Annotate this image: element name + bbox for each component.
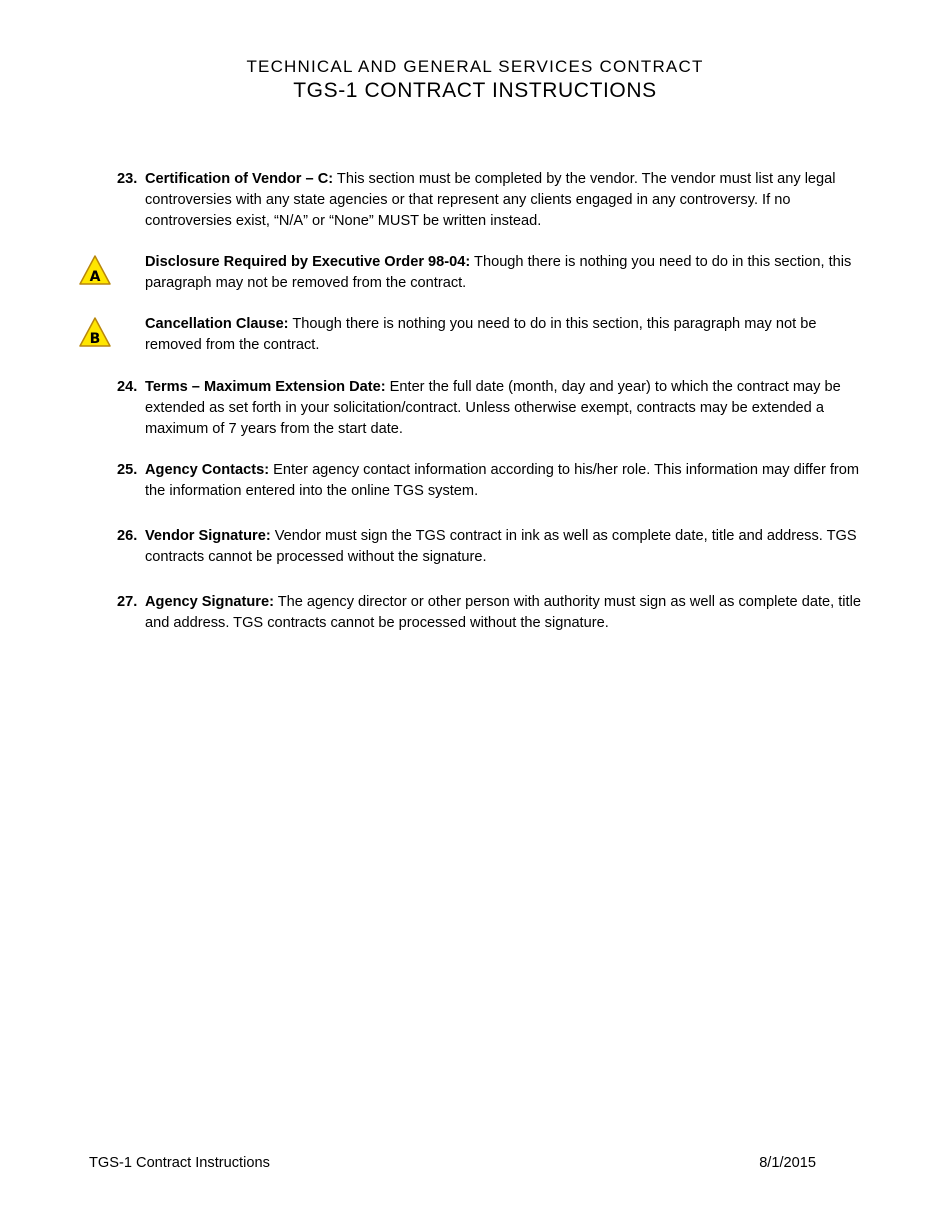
item-text: Though there is nothing you need to do in this section, this paragraph may not be removed from the contract. [145, 316, 817, 353]
item-heading: Disclosure Required by Executive Order 98-04: [145, 254, 471, 270]
instruction-item-23 [117, 169, 865, 231]
item-heading: Cancellation Clause: [145, 316, 289, 332]
document-title: TECHNICAL AND GENERAL SERVICES CONTRACT [246, 57, 704, 76]
warning-label: A [89, 269, 101, 285]
item-text: Enter agency contact information according to his/her role. This information may differ from the information entered into the online TGS system. [145, 462, 860, 499]
warning-triangle-icon [78, 316, 112, 348]
item-number: 26. [117, 528, 138, 544]
item-text: The agency director or other person with authority must sign as well as complete date, title and address. TGS contracts cannot be processed without the signature. [145, 594, 861, 631]
item-number: 23. [117, 171, 138, 187]
item-number: 27. [117, 594, 138, 610]
item-number: 25. [117, 462, 138, 478]
footer-date: 8/1/2015 [759, 1155, 816, 1171]
document-header [0, 56, 950, 104]
document-subtitle: TGS-1 CONTRACT INSTRUCTIONS [293, 79, 657, 102]
item-heading: Agency Contacts: [145, 462, 270, 478]
item-heading: Terms – Maximum Extension Date: [145, 379, 386, 395]
warning-triangle-icon [78, 254, 112, 286]
item-text: Vendor must sign the TGS contract in ink as well as complete date, title and address. TGS contracts cannot be processed without the signature. [145, 528, 857, 565]
instruction-item-24 [117, 377, 865, 439]
instruction-item-disclosure [145, 252, 865, 294]
item-heading: Vendor Signature: [145, 528, 271, 544]
instruction-item-26 [117, 526, 865, 568]
item-text: Enter the full date (month, day and year) to which the contract may be extended as set forth in your solicitation/contract. Unless otherwise exempt, contracts may be extended a maximum of 7 years from the start date. [145, 379, 841, 437]
instruction-item-cancellation [145, 314, 865, 356]
item-number: 24. [117, 379, 138, 395]
item-text: This section must be completed by the vendor. The vendor must list any legal controversies with any state agencies or that represent any clients engaged in any controversy. If no controversies exist, “N/A” or “None” MUST be written instead. [145, 171, 836, 229]
item-heading: Certification of Vendor – C: [145, 171, 334, 187]
footer-document-name: TGS-1 Contract Instructions [89, 1155, 270, 1171]
warning-label: B [89, 331, 101, 347]
item-heading: Agency Signature: [145, 594, 274, 610]
item-text: Though there is nothing you need to do in this section, this paragraph may not be removed from the contract. [145, 254, 852, 291]
instruction-item-25 [117, 460, 865, 502]
instruction-item-27 [117, 592, 865, 634]
